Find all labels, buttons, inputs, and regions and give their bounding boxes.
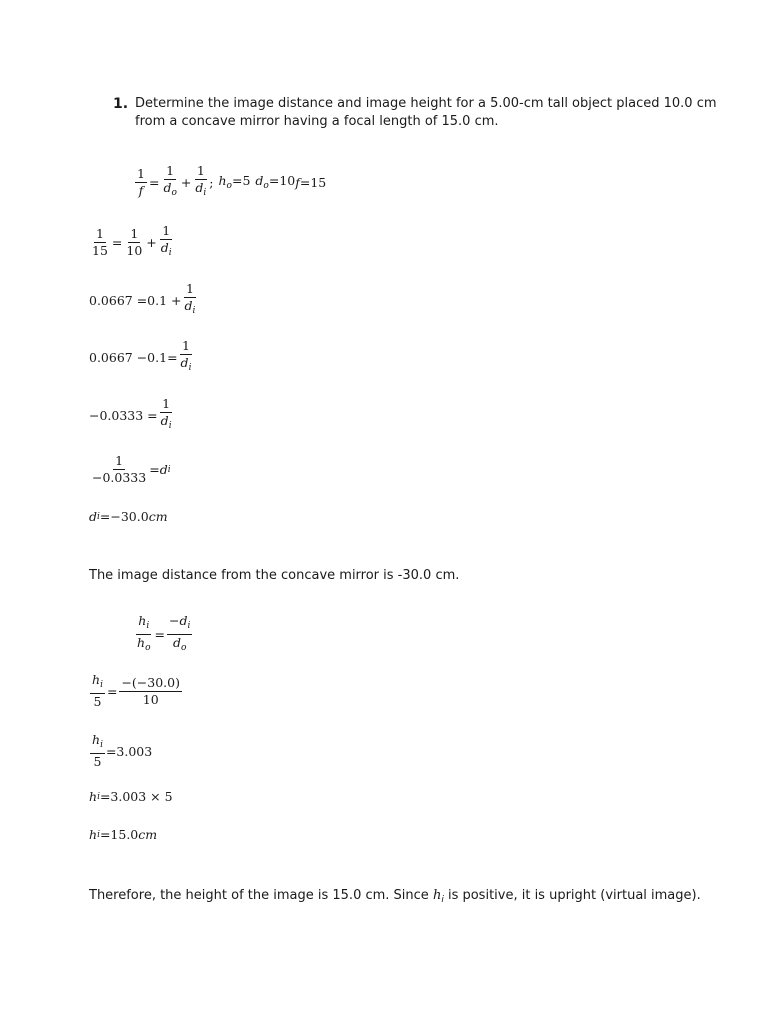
step-substitution: $\frac{1}{15}$ = $\frac{1}{10}$ + $\frac{1}{d_i}$ xyxy=(92,223,172,258)
fraction-1-over-di: $\frac{1}{d_i}$ xyxy=(195,163,207,198)
problem-text-line2: from a concave mirror having a focal length of 15.0 cm. xyxy=(135,114,499,129)
height-ratio: $\frac{h_i}{5}$ =3.003 xyxy=(92,732,153,769)
height-answer: h i =15.0 cm xyxy=(89,827,158,842)
problem-number: 1. xyxy=(113,96,129,112)
step-subtract: 0.0667 −0.1= $\frac{1}{d_i}$ xyxy=(89,338,192,373)
step-invert: $\frac{1}{-0.0333}$ = d i xyxy=(92,453,171,485)
problem-text-line1: Determine the image distance and image height for a 5.00-cm tall object placed 10.0 cm xyxy=(135,96,717,111)
step-result-reciprocal: −0.0333 = $\frac{1}{d_i}$ xyxy=(89,396,172,431)
fraction-1-over-f: $\frac{1}{f}$ xyxy=(137,165,145,198)
height-multiply: h i =3.003 × 5 xyxy=(89,789,173,804)
mirror-equation-given: $\frac{1}{f}$ = $\frac{1}{d_o}$ + $\frac{1}{d_i}$ ; $h_o=5$ $d_o=10$ f=15 xyxy=(137,163,327,198)
given-f: f=15 xyxy=(295,174,327,190)
conclusion-image-height: Therefore, the height of the image is 15.0 cm. Since $h_i$ is positive, it is upright (virtual image). xyxy=(89,888,701,905)
conclusion-image-distance: The image distance from the concave mirror is -30.0 cm. xyxy=(89,568,460,583)
step-decimal: 0.0667 =0.1 + $\frac{1}{d_i}$ xyxy=(89,281,196,316)
step-di-answer: d i =−30.0 cm xyxy=(89,509,168,524)
given-ho: $h_o=5$ xyxy=(218,173,251,191)
given-do: $d_o=10$ xyxy=(255,173,296,191)
height-substitution: $\frac{h_i}{5}$ = $\frac{-(-30.0)}{10}$ xyxy=(92,672,180,709)
fraction-1-over-do: $\frac{1}{d_o}$ xyxy=(163,163,177,198)
magnification-equation: $\frac{h_i}{h_o}$ = $\frac{-d_i}{d_o}$ xyxy=(137,613,191,653)
